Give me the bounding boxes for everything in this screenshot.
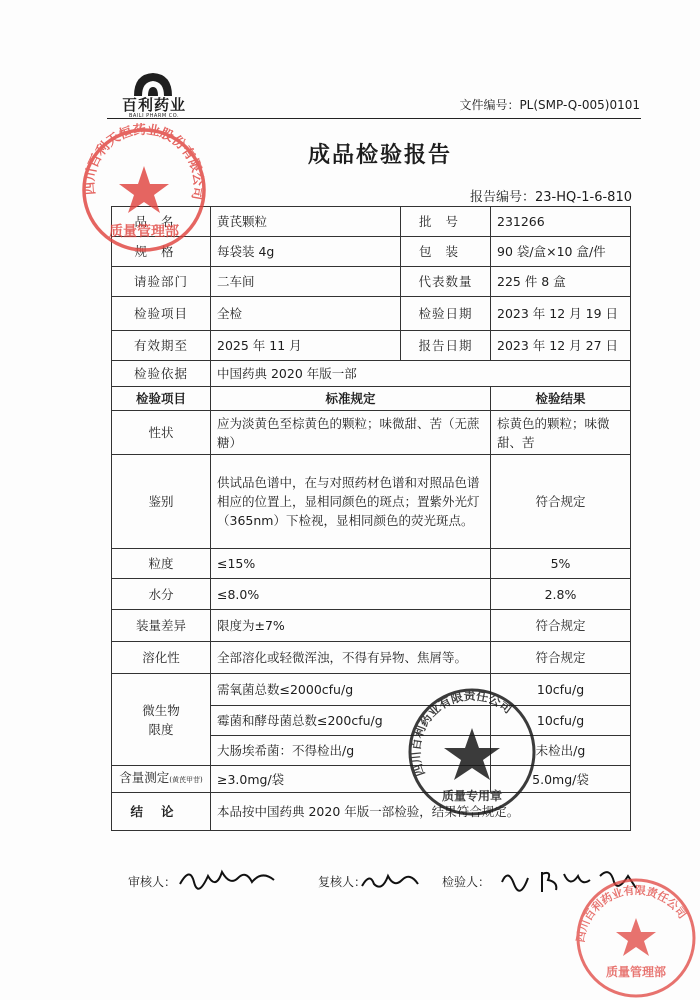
test-name: 溶化性 xyxy=(112,642,211,674)
test-result: 10cfu/g xyxy=(491,674,631,706)
test-standard: 供试品色谱中，在与对照药材色谱和对照品色谱相应的位置上，显相同颜色的斑点；置紫外光灯（365nm）下检视，显相同颜色的荧光斑点。 xyxy=(211,455,491,549)
item-value: 全检 xyxy=(211,297,401,331)
basis-value: 中国药典 2020 年版一部 xyxy=(211,361,631,387)
quality-department-stamp-right xyxy=(570,868,700,1000)
dept-label: 请验部门 xyxy=(112,267,211,297)
rechecker-label: 复核人： xyxy=(318,875,367,889)
rechecker-signature xyxy=(360,866,420,896)
test-date-label: 检验日期 xyxy=(401,297,491,331)
test-result: 符合规定 xyxy=(491,610,631,642)
test-row-fill-weight xyxy=(112,610,631,642)
col-item-header: 检验项目 xyxy=(112,387,211,411)
microbial-name-cell xyxy=(112,674,211,766)
svg-text:四川百利药业有限责任公司: 四川百利药业有限责任公司 xyxy=(573,883,689,944)
test-standard: ≥3.0mg/袋 xyxy=(211,766,491,793)
spec-label: 规格 xyxy=(112,237,211,267)
qty-label: 代表数量 xyxy=(401,267,491,297)
test-row-granularity xyxy=(112,549,631,579)
test-name: 水分 xyxy=(112,579,211,610)
report-date-label: 报告日期 xyxy=(401,331,491,361)
test-result: 5.0mg/袋 xyxy=(491,766,631,793)
reviewer-signature xyxy=(178,862,278,896)
test-row-microbial-aerobic xyxy=(112,674,631,706)
microbial-name-line1: 微生物 xyxy=(142,702,180,718)
assay-note: (黄芪甲苷) xyxy=(169,776,203,784)
test-standard: 大肠埃希菌：不得检出/g xyxy=(211,736,491,766)
conclusion-text: 本品按中国药典 2020 年版一部检验，结果符合规定。 xyxy=(211,793,631,831)
basis-label: 检验依据 xyxy=(112,361,211,387)
test-result: 2.8% xyxy=(491,579,631,610)
logo-subtitle: BAILI PHARM CO. xyxy=(128,113,180,119)
col-standard-header: 标准规定 xyxy=(211,387,491,411)
pack-label: 包装 xyxy=(401,237,491,267)
expiry-value: 2025 年 11 月 xyxy=(211,331,401,361)
dept-value: 二车间 xyxy=(211,267,401,297)
column-header-row xyxy=(112,387,631,411)
svg-text:四川百利天恒药业股份有限公司: 四川百利天恒药业股份有限公司 xyxy=(82,122,206,201)
test-name: 鉴别 xyxy=(112,455,211,549)
svg-text:四川百利药业有限责任公司: 四川百利药业有限责任公司 xyxy=(408,688,515,778)
inspector-label: 检验人： xyxy=(442,875,491,889)
test-row-moisture xyxy=(112,579,631,610)
test-result: 符合规定 xyxy=(491,642,631,674)
test-standard: 霉菌和酵母菌总数≤200cfu/g xyxy=(211,706,491,736)
report-date-value: 2023 年 12 月 27 日 xyxy=(491,331,631,361)
item-label: 检验项目 xyxy=(112,297,211,331)
report-number: 报告编号：23-HQ-1-6-810 xyxy=(469,190,632,205)
product-value: 黄芪颗粒 xyxy=(211,207,401,237)
test-standard: 需氧菌总数≤2000cfu/g xyxy=(211,674,491,706)
report-title: 成品检验报告 xyxy=(307,143,452,168)
test-name: 粒度 xyxy=(112,549,211,579)
test-standard: 全部溶化或轻微浑浊，不得有异物、焦屑等。 xyxy=(211,642,491,674)
test-result: 符合规定 xyxy=(491,455,631,549)
test-row-solubility xyxy=(112,642,631,674)
test-result: 10cfu/g xyxy=(491,706,631,736)
test-name: 性状 xyxy=(112,411,211,455)
pack-value: 90 袋/盒×10 盒/件 xyxy=(491,237,631,267)
spec-value: 每袋装 4g xyxy=(211,237,401,267)
quality-seal-stamp-middle xyxy=(404,684,540,820)
test-row-appearance xyxy=(112,411,631,455)
expiry-label: 有效期至 xyxy=(112,331,211,361)
col-result-header: 检验结果 xyxy=(491,387,631,411)
assay-name-cell xyxy=(112,766,211,793)
test-standard: ≤8.0% xyxy=(211,579,491,610)
row-basis xyxy=(112,361,631,387)
svg-text:质量专用章: 质量专用章 xyxy=(441,789,503,803)
test-name: 装量差异 xyxy=(112,610,211,642)
test-result: 5% xyxy=(491,549,631,579)
reviewer-label: 审核人： xyxy=(128,875,177,889)
logo-name: 百利药业 xyxy=(121,96,186,114)
test-standard: 应为淡黄色至棕黄色的颗粒；味微甜、苦（无蔗糖） xyxy=(211,411,491,455)
svg-text:质量管理部: 质量管理部 xyxy=(605,965,667,979)
product-label: 品名 xyxy=(112,207,211,237)
row-expiry xyxy=(112,331,631,361)
batch-label: 批号 xyxy=(401,207,491,237)
quality-department-stamp-left xyxy=(74,118,214,258)
conclusion-label: 结论 xyxy=(112,793,211,831)
test-row-assay xyxy=(112,766,631,793)
test-name: 含量测定 xyxy=(119,770,170,785)
svg-text:质量管理部: 质量管理部 xyxy=(109,224,179,240)
company-logo xyxy=(108,70,228,120)
test-result: 棕黄色的颗粒；味微甜、苦 xyxy=(491,411,631,455)
test-standard: 限度为±7% xyxy=(211,610,491,642)
qty-value: 225 件 8 盒 xyxy=(491,267,631,297)
logo-mark-icon xyxy=(130,70,176,96)
row-item xyxy=(112,297,631,331)
document-number: 文件编号：PL(SMP-Q-005)0101 xyxy=(459,98,640,112)
test-result: 未检出/g xyxy=(491,736,631,766)
test-standard: ≤15% xyxy=(211,549,491,579)
row-dept xyxy=(112,267,631,297)
test-row-identification xyxy=(112,455,631,549)
test-date-value: 2023 年 12 月 19 日 xyxy=(491,297,631,331)
inspection-table xyxy=(111,206,631,831)
microbial-name-line2: 限度 xyxy=(148,721,174,737)
batch-value: 231266 xyxy=(491,207,631,237)
conclusion-row xyxy=(112,793,631,831)
